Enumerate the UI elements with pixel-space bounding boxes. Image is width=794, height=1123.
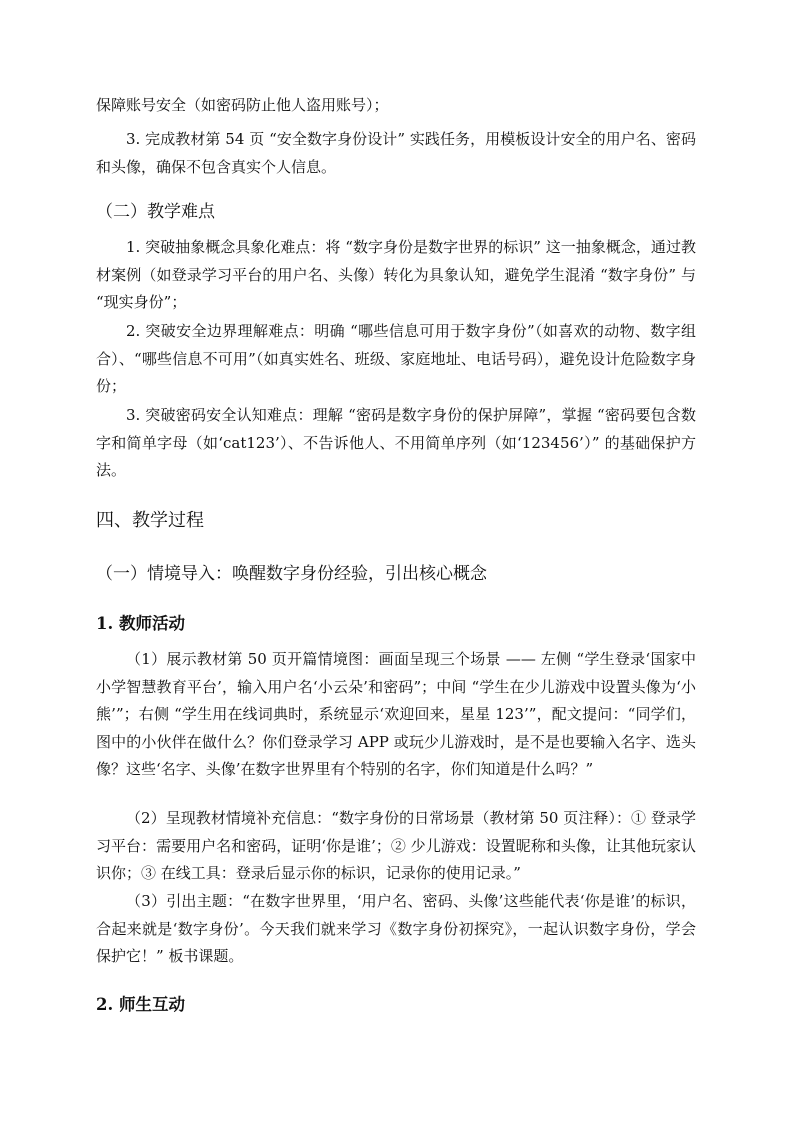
paragraph-continued: 保障账号安全（如密码防止他人盗用账号）； xyxy=(96,96,389,114)
difficulty-item-1: 1. 突破抽象概念具象化难点：将 “数字身份是数字世界的标识” 这一抽象概念，通过教材案例（如登录学习平台的用户名、头像）转化为具象认知，避免学生混淆 “数字身份” 与 “现实身份”； xyxy=(96,238,696,311)
section-1-heading: （一）情境导入：唤醒数字身份经验，引出核心概念 xyxy=(96,564,487,584)
process-heading: 四、教学过程 xyxy=(96,510,204,531)
teacher-activity-heading: 1. 教师活动 xyxy=(96,614,185,633)
teacher-activity-3: （3）引出主题：“在数字世界里，‘用户名、密码、头像’这些能代表‘你是谁’的标识，合起来就是‘数字身份’。今天我们就来学习《数字身份初探究》，一起认识数字身份，学会保护它！” 板书课题。 xyxy=(96,892,696,965)
interaction-heading: 2. 师生互动 xyxy=(96,995,185,1014)
teaching-goal-3: 3. 完成教材第 54 页 “安全数字身份设计” 实践任务，用模板设计安全的用户名、密码和头像，确保不包含真实个人信息。 xyxy=(96,130,696,176)
difficulty-heading: （二）教学难点 xyxy=(96,202,215,222)
difficulty-item-3: 3. 突破密码安全认知难点：理解 “密码是数字身份的保护屏障”，掌握 “密码要包含数字和简单字母（如‘cat123’）、不告诉他人、不用简单序列（如‘123456’）” 的基础保护方法。 xyxy=(96,406,696,479)
difficulty-item-2: 2. 突破安全边界理解难点：明确 “哪些信息可用于数字身份”（如喜欢的动物、数字组合）、“哪些信息不可用”（如真实姓名、班级、家庭地址、电话号码），避免设计危险数字身份； xyxy=(96,322,696,395)
teacher-activity-2: （2）呈现教材情境补充信息：“数字身份的日常场景（教材第 50 页注释）：① 登录学习平台：需要用户名和密码，证明‘你是谁’；② 少儿游戏：设置昵称和头像，让其他玩家认识你；③ 在线工具：登录后显示你的标识，记录你的使用记录。” xyxy=(96,809,696,882)
teacher-activity-1: （1）展示教材第 50 页开篇情境图：画面呈现三个场景 —— 左侧 “学生登录‘国家中小学智慧教育平台’，输入用户名‘小云朵’和密码”；中间 “学生在少儿游戏中设置头像为‘小熊’”；右侧 “学生用在线词典时，系统显示‘欢迎回来，星星 123’”，配文提问：“同学们，图中的小伙伴在做什么？你们登录学习 APP 或玩少儿游戏时，是不是也要输入名字、选头像？这些‘名字、头像’在数字世界里有个特别的名字，你们知道是什么吗？” xyxy=(96,650,696,778)
